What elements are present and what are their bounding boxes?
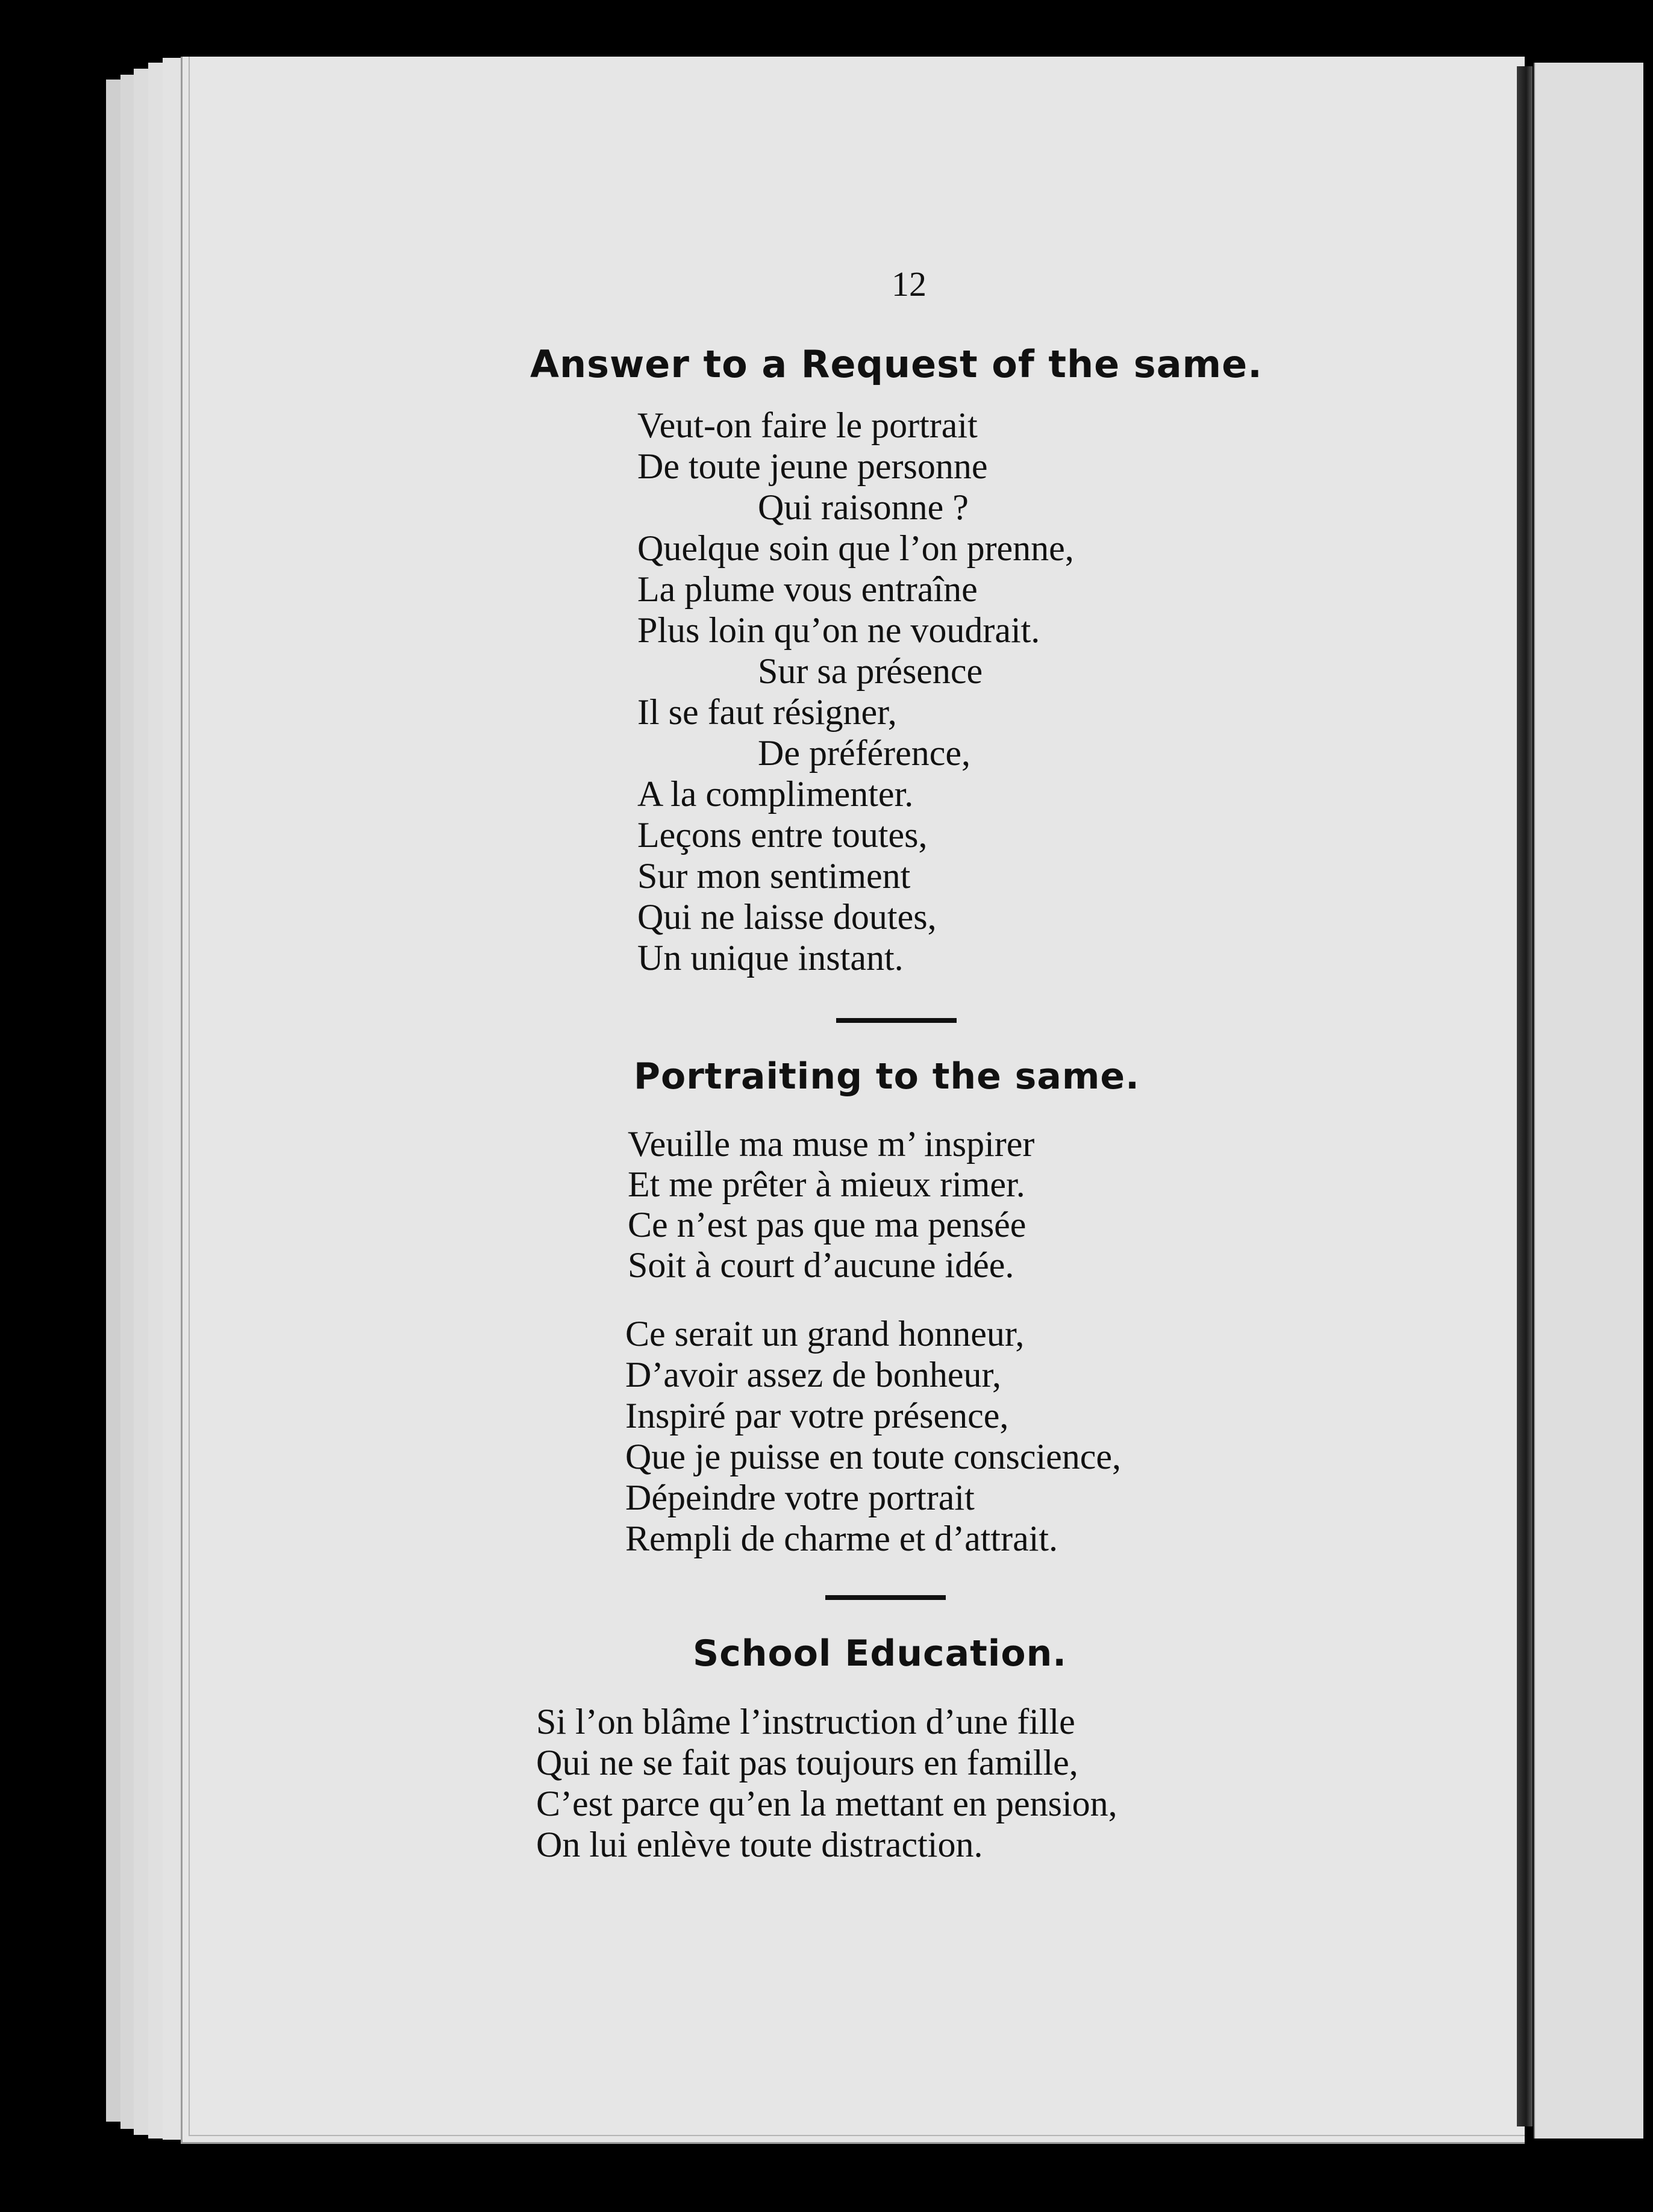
book-binding (1517, 66, 1533, 2126)
poem-line: Quelque soin que l’on prenne, (637, 528, 1074, 568)
section-heading-portraiting: Portraiting to the same. (634, 1055, 1140, 1098)
poem-line: Ce serait un grand honneur, (625, 1314, 1025, 1354)
poem-line: Qui ne laisse doutes, (637, 897, 937, 937)
poem-line: Inspiré par votre présence, (625, 1396, 1009, 1436)
poem-line: Dépeindre votre portrait (625, 1478, 975, 1517)
poem-line: Veut-on faire le portrait (637, 405, 978, 445)
poem-line: D’avoir assez de bonheur, (625, 1355, 1002, 1395)
poem-line: A la complimenter. (637, 774, 914, 814)
poem-line: Veuille ma muse m’ inspirer (628, 1124, 1035, 1164)
adjacent-page-edge (1534, 63, 1643, 2139)
poem-line: Si l’on blâme l’instruction d’une fille (536, 1702, 1075, 1742)
poem-line: Que je puisse en toute conscience, (625, 1437, 1122, 1476)
poem-portraiting-stanza-1 (628, 1124, 1034, 1286)
poem-line: Qui ne se fait pas toujours en famille, (536, 1743, 1078, 1782)
section-divider (836, 1018, 957, 1023)
poem-line: Ce n’est pas que ma pensée (628, 1205, 1026, 1245)
poem-answer (637, 405, 1074, 978)
poem-line: Un unique instant. (637, 938, 904, 978)
poem-line: Sur mon sentiment (637, 856, 911, 896)
poem-line: Leçons entre toutes, (637, 815, 928, 855)
poem-line: C’est parce qu’en la mettant en pension, (536, 1784, 1117, 1823)
poem-line: Rempli de charme et d’attrait. (625, 1519, 1058, 1558)
section-divider (825, 1595, 946, 1600)
poem-portraiting-stanza-2 (625, 1313, 1121, 1559)
poem-school-education (536, 1701, 1117, 1865)
poem-line: Soit à court d’aucune idée. (628, 1245, 1014, 1285)
poem-line: Qui raisonne ? (758, 487, 969, 527)
poem-line: Il se faut résigner, (637, 692, 897, 732)
poem-line: Sur sa présence (758, 651, 983, 691)
poem-line: Plus loin qu’on ne voudrait. (637, 610, 1040, 650)
section-heading-school-education: School Education. (693, 1632, 1067, 1675)
page-number: 12 (892, 264, 926, 304)
poem-line: De préférence, (758, 733, 971, 773)
poem-line: La plume vous entraîne (637, 569, 978, 609)
poem-line: On lui enlève toute distraction. (536, 1825, 983, 1864)
poem-line: De toute jeune personne (637, 446, 988, 486)
section-heading-answer: Answer to a Request of the same. (530, 342, 1263, 386)
poem-line: Et me prêter à mieux rimer. (628, 1164, 1025, 1204)
